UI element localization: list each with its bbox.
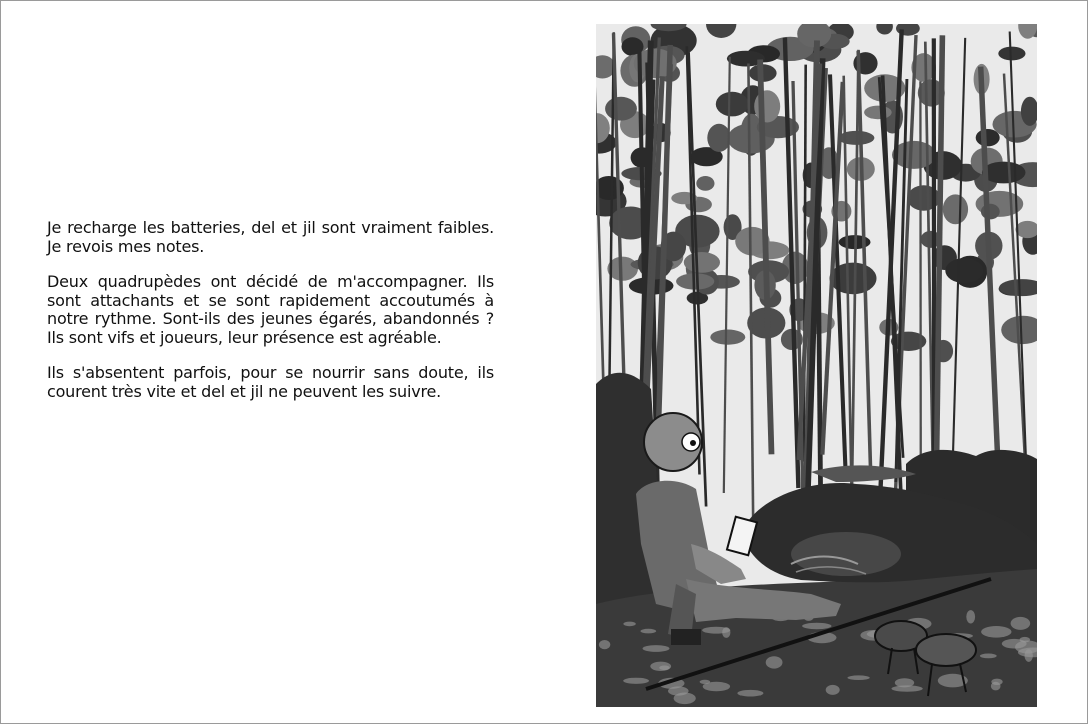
paragraph-1: Je recharge les batteries, del et jil sont vraiment faibles. Je revois mes notes. xyxy=(47,218,494,256)
illustration-drawing xyxy=(596,24,1037,707)
ground-light-spot xyxy=(848,675,870,680)
foliage-clump xyxy=(716,92,749,117)
foliage-clump xyxy=(707,124,730,152)
paragraph-2: Deux quadrupèdes ont décidé de m'accompagner. Ils sont attachants et se sont rapidement accoutumés à notre rythme. Sont-ils des jeunes égarés, abandonnés ? Ils sont vifs et joueurs, leur présence est agréable. xyxy=(47,272,494,347)
ground-light-spot xyxy=(674,693,696,705)
ground-light-spot xyxy=(766,656,783,668)
ground-light-spot xyxy=(981,626,1011,638)
ground-light-spot xyxy=(623,622,635,627)
ground-light-spot xyxy=(1025,649,1033,662)
foliage-clump xyxy=(981,204,1000,220)
foliage-clump xyxy=(982,162,1026,184)
foliage-clump xyxy=(710,330,745,345)
ground-light-spot xyxy=(895,678,914,687)
ground-light-spot xyxy=(1002,639,1027,649)
foliage-clump xyxy=(605,97,637,121)
foliage-clump xyxy=(998,47,1025,61)
ground-light-spot xyxy=(826,685,840,695)
foliage-clump xyxy=(945,258,983,283)
ground-light-spot xyxy=(702,627,730,634)
ground-light-spot xyxy=(623,678,649,684)
ground-light-spot xyxy=(980,654,997,659)
foliage-clump xyxy=(976,129,1000,146)
tree-trunk xyxy=(804,65,806,462)
foliage-clump xyxy=(943,194,968,224)
foliage-clump xyxy=(696,176,714,191)
ground-light-spot xyxy=(703,682,730,692)
ground-light-spot xyxy=(643,645,670,652)
ground-light-spot xyxy=(966,610,975,623)
ground-light-spot xyxy=(641,629,657,634)
foliage-clump xyxy=(684,252,720,273)
ground-light-spot xyxy=(802,623,831,629)
ground-light-spot xyxy=(737,690,763,697)
forest-illustration xyxy=(596,24,1037,707)
text-column xyxy=(47,219,494,418)
foliage-clump xyxy=(892,141,936,169)
foliage-clump xyxy=(754,90,780,122)
ground-light-spot xyxy=(659,666,670,671)
ground-light-spot xyxy=(1011,617,1031,630)
paragraph-3: Ils s'absentent parfois, pour se nourrir sans doute, ils courent très vite et del et jil ne peuvent les suivre. xyxy=(47,363,494,401)
ground-light-spot xyxy=(991,679,1002,685)
foliage-clump xyxy=(864,106,892,120)
ground-light-spot xyxy=(599,640,610,649)
